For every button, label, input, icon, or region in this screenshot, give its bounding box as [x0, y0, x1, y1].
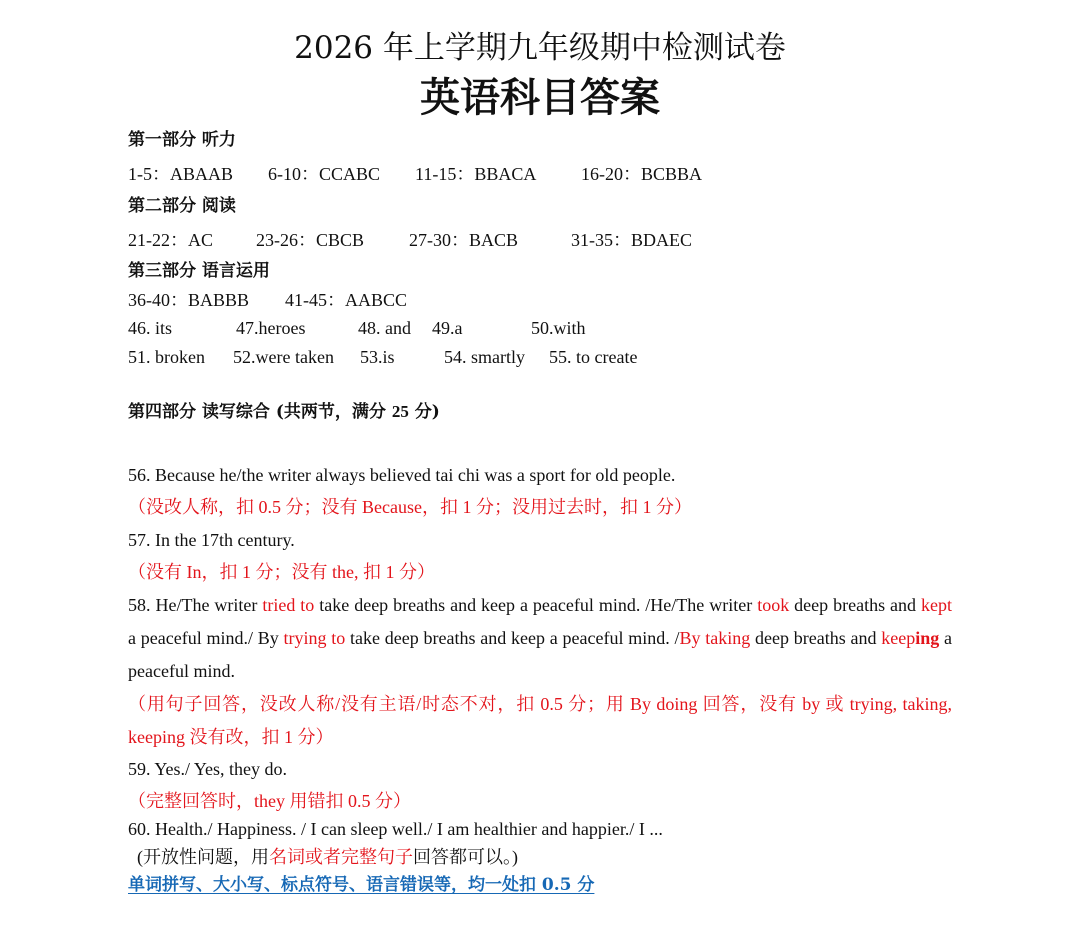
q60-note-text: 回答都可以。): [413, 847, 518, 867]
q57-scoring-note: （没有 In，扣 1 分；没有 the, 扣 1 分）: [128, 562, 435, 582]
q58-text: a peaceful mind.: [128, 628, 953, 681]
q58-text: take deep breaths and keep a peaceful mind. /He/The writer: [314, 595, 758, 615]
q58-key-verb: keep: [881, 628, 916, 648]
part2-answer-group: 27-30：BACB: [409, 230, 519, 250]
q58-key-verb: took: [757, 595, 790, 615]
part4-heading-note-close: 分): [408, 402, 440, 422]
q58-text: deep breaths and: [789, 595, 921, 615]
q60-note-highlight: 名词或者完整句子: [269, 847, 413, 867]
part4-heading: [128, 400, 440, 424]
part3-answer: 52.were taken: [233, 347, 334, 367]
part2-heading: 第二部分 阅读: [128, 196, 236, 216]
q60-note-text: (开放性问题，用: [137, 847, 269, 867]
q58-key-verb: kept: [921, 595, 952, 615]
q58-answer: [128, 589, 952, 688]
exam-title: 2026 年上学期九年级期中检测试卷: [294, 30, 786, 66]
part3-answer: 49.a: [432, 318, 463, 338]
part4-heading-label: 第四部分 读写综合: [128, 402, 270, 422]
q58-key-verb: trying to: [283, 628, 346, 648]
part2-answer-group: 21-22：AC: [128, 230, 213, 250]
q58-text: take deep breaths and keep a peaceful mind. /: [345, 628, 680, 648]
q56-scoring-note: （没改人称，扣 0.5 分；没有 Because，扣 1 分；没用过去时，扣 1 分）: [128, 497, 692, 517]
part3-answer: 54. smartly: [444, 347, 525, 367]
part3-answer: 50.with: [531, 318, 586, 338]
q58-scoring-note: （用句子回答，没改人称/没有主语/时态不对，扣 0.5 分；用 By doing 回答，没有 by 或 trying, taking, keeping 没有改，扣 1 分）: [128, 694, 952, 747]
q58-key-suffix: ing: [915, 628, 940, 648]
part1-answer-group: 11-15：BBACA: [415, 164, 537, 184]
q58-text: a peaceful mind./ By: [128, 628, 284, 648]
q58-key-verb: By taking: [679, 628, 751, 648]
part1-answer-group: 6-10：CCABC: [268, 164, 381, 184]
part3-answer: 46. its: [128, 318, 173, 338]
part3-answer-group: 41-45：AABCC: [285, 290, 408, 310]
part1-answer-group: 1-5：ABAAB: [128, 164, 234, 184]
q56-answer: 56. Because he/the writer always believed tai chi was a sport for old people.: [128, 465, 676, 485]
general-deduction-rule: 单词拼写、大小写、标点符号、语言错误等，均一处扣 0.5 分: [128, 875, 595, 895]
q57-answer: 57. In the 17th century.: [128, 530, 295, 550]
part4-heading-note-open: (共两节，满分: [269, 402, 392, 422]
exam-subtitle: 英语科目答案: [420, 74, 660, 121]
part1-answer-group: 16-20：BCBBA: [581, 164, 703, 184]
q60-answer: 60. Health./ Happiness. / I can sleep well./ I am healthier and happier./ I ...: [128, 819, 663, 839]
part4-total-points: 25: [391, 402, 409, 421]
q59-scoring-note: （完整回答时，they 用错扣 0.5 分）: [128, 791, 411, 811]
part3-answer: 51. broken: [128, 347, 205, 367]
part1-heading: 第一部分 听力: [128, 130, 236, 150]
part2-answer-group: 31-35：BDAEC: [571, 230, 692, 250]
part3-answer: 47.heroes: [236, 318, 306, 338]
q58-text: deep breaths and: [750, 628, 882, 648]
q60-scoring-note: [137, 844, 518, 870]
part2-answer-group: 23-26：CBCB: [256, 230, 365, 250]
part3-answer-group: 36-40：BABBB: [128, 290, 250, 310]
part3-answer: 55. to create: [549, 347, 638, 367]
q59-answer: 59. Yes./ Yes, they do.: [128, 759, 288, 779]
q58-key-verb: tried to: [262, 595, 315, 615]
part3-answer: 48. and: [358, 318, 411, 338]
part3-heading: 第三部分 语言运用: [128, 261, 270, 281]
q58-text: 58. He/The writer: [128, 595, 263, 615]
part3-answer: 53.is: [360, 347, 395, 367]
